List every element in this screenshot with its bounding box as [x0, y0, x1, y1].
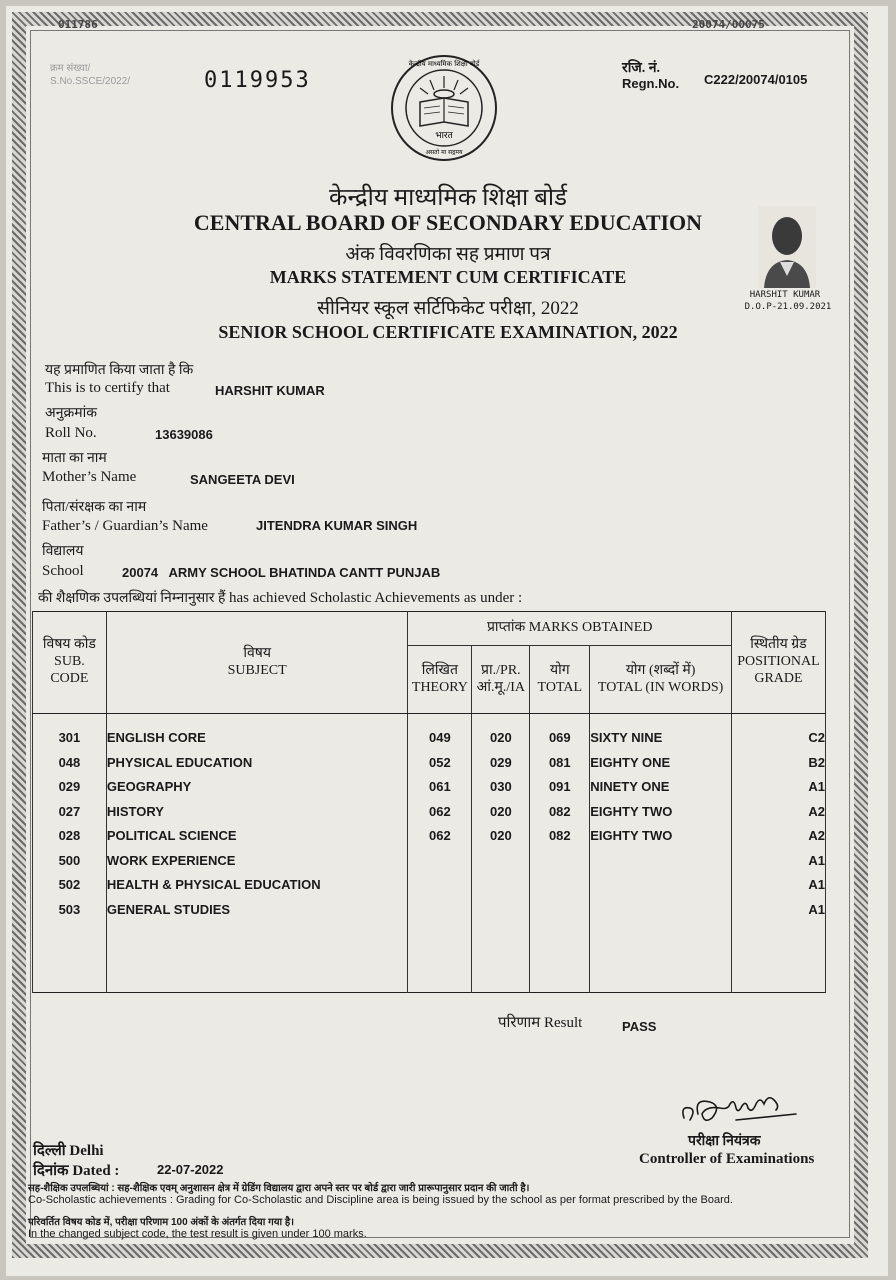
positional-grade: B2 — [808, 754, 825, 770]
date-value: 22-07-2022 — [157, 1162, 224, 1177]
practical-marks — [472, 873, 529, 898]
theory-marks — [408, 849, 471, 874]
subject-code: 502 — [58, 877, 81, 892]
subject-name: PHYSICAL EDUCATION — [106, 754, 253, 770]
words-header: योग (शब्दों में) TOTAL (IN WORDS) — [590, 646, 732, 714]
school-label-en: School — [42, 563, 84, 579]
words-column — [590, 714, 732, 993]
certify-label-en: This is to certify that — [45, 380, 170, 396]
subject-name: GEOGRAPHY — [106, 779, 192, 794]
note1-en: Co-Scholastic achievements : Grading for Co-Scholastic and Discipline area is being issued by the school as per format prescribed by the Board. — [28, 1194, 733, 1206]
roll-label-hi: अनुक्रमांक — [45, 406, 97, 421]
subject-code: 029 — [58, 779, 81, 794]
theory-marks — [408, 898, 471, 923]
total-marks: 091 — [548, 779, 571, 794]
subject-name: HEALTH & PHYSICAL EDUCATION — [106, 877, 321, 892]
roll-number: 13639086 — [155, 427, 213, 442]
serial-left: 011786 — [58, 18, 98, 31]
controller-signature — [676, 1084, 806, 1134]
practical-marks: 020 — [490, 828, 512, 843]
date-label: दिनांक Dated : — [33, 1163, 120, 1179]
school-label-hi: विद्यालय — [42, 544, 84, 559]
theory-marks: 061 — [429, 779, 451, 794]
certify-label-hi: यह प्रमाणित किया जाता है कि — [45, 363, 194, 378]
subject-name: POLITICAL SCIENCE — [106, 828, 237, 843]
student-photo — [758, 206, 816, 288]
svg-text:असतो मा सद्गमय: असतो मा सद्गमय — [425, 149, 463, 156]
total-in-words: NINETY ONE — [590, 779, 670, 794]
subject-name: ENGLISH CORE — [106, 730, 206, 745]
subject-code: 503 — [58, 901, 81, 917]
certificate-number: 0119953 — [204, 68, 311, 93]
subject-name: WORK EXPERIENCE — [106, 852, 236, 868]
total-marks: 081 — [548, 754, 571, 770]
subject-name: GENERAL STUDIES — [106, 901, 231, 917]
total-in-words: SIXTY NINE — [590, 730, 663, 745]
marks-table — [32, 611, 826, 993]
svg-text:केन्द्रीय माध्यमिक शिक्षा बोर्: केन्द्रीय माध्यमिक शिक्षा बोर्ड — [408, 60, 480, 68]
board-title-hi: केन्द्रीय माध्यमिक शिक्षा बोर्ड — [329, 185, 567, 211]
mother-label-hi: माता का नाम — [42, 451, 107, 466]
positional-grade: A1 — [808, 877, 825, 892]
total-in-words — [590, 898, 731, 923]
practical-marks — [472, 849, 529, 874]
faint-label-en: S.No.SSCE/2022/ — [50, 76, 131, 87]
photo-name: HARSHIT KUMAR — [749, 290, 821, 300]
cbse-logo — [388, 52, 500, 168]
practical-marks: 020 — [490, 730, 512, 745]
serial-right: 20074/00075 — [692, 18, 765, 31]
note2-hi: परिवर्तित विषय कोड में, परीक्षा परिणाम 100 अंकों के अंतर्गत दिया गया है। — [28, 1217, 294, 1228]
result-value: PASS — [622, 1019, 657, 1034]
code-column — [33, 714, 107, 993]
total-marks — [530, 873, 589, 898]
total-header: योग TOTAL — [530, 646, 590, 714]
regn-label-en: Regn.No. — [622, 76, 680, 91]
grade-column — [731, 714, 825, 993]
father-label-en: Father’s / Guardian’s Name — [42, 518, 208, 534]
subject-column — [106, 714, 408, 993]
practical-marks: 030 — [490, 779, 512, 794]
student-name: HARSHIT KUMAR — [215, 383, 325, 398]
total-marks — [530, 898, 589, 923]
practical-marks: 029 — [490, 754, 512, 770]
note1-hi: सह-शैक्षिक उपलब्धियां : सह-शैक्षिक एवम् अनुशासन क्षेत्र में ग्रेडिंग विद्यालय द्वारा अपने स्तर पर बोर्ड द्वारा जारी प्रारूपानुसार प्रदान की जाती है। — [28, 1183, 530, 1194]
photo-dop: D.O.P-21.09.2021 — [744, 302, 832, 312]
total-in-words: EIGHTY TWO — [590, 803, 673, 819]
subject-code: 048 — [58, 754, 81, 770]
total-marks: 082 — [548, 803, 571, 819]
subject-name: HISTORY — [106, 803, 164, 819]
positional-grade: A1 — [808, 901, 825, 917]
board-title-en: CENTRAL BOARD OF SECONDARY EDUCATION — [193, 210, 703, 235]
total-in-words — [590, 849, 731, 874]
subject-code: 027 — [58, 803, 81, 819]
subject-header: विषय SUBJECT — [106, 612, 408, 714]
doc-title-hi: अंक विवरणिका सह प्रमाण पत्र — [345, 244, 551, 265]
achievements-en: has achieved Scholastic Achievements as under : — [228, 590, 523, 606]
total-marks — [530, 849, 589, 874]
total-marks: 082 — [548, 828, 571, 843]
note2-en: In the changed subject code, the test result is given under 100 marks. — [28, 1228, 367, 1240]
total-marks: 069 — [548, 730, 571, 745]
subject-code: 500 — [58, 852, 81, 868]
regn-number: C222/20074/0105 — [704, 72, 808, 87]
grade-header: स्थितीय ग्रेड POSITIONAL GRADE — [731, 612, 825, 714]
positional-grade: A2 — [808, 803, 825, 819]
svg-text:भारत: भारत — [435, 131, 453, 141]
roll-label-en: Roll No. — [45, 425, 97, 441]
place-label: दिल्ली Delhi — [33, 1143, 104, 1159]
theory-marks: 052 — [429, 754, 451, 770]
achievements-hi: की शैक्षणिक उपलब्धियां निम्नानुसार हैं — [38, 591, 226, 606]
total-in-words: EIGHTY TWO — [590, 828, 673, 843]
theory-marks: 049 — [429, 730, 451, 745]
theory-marks — [408, 873, 471, 898]
marks-obtained-header: प्राप्तांक MARKS OBTAINED — [408, 612, 732, 646]
practical-marks — [472, 898, 529, 923]
exam-title-en: SENIOR SCHOOL CERTIFICATE EXAMINATION, 2022 — [218, 322, 678, 342]
practical-marks: 020 — [490, 803, 512, 819]
result-label: परिणाम Result — [498, 1015, 583, 1031]
practical-header: प्रा./PR. आं.मू./IA — [472, 646, 530, 714]
positional-grade: A1 — [808, 852, 825, 868]
theory-column — [408, 714, 472, 993]
mother-label-en: Mother’s Name — [42, 469, 137, 485]
father-label-hi: पिता/संरक्षक का नाम — [42, 500, 147, 515]
positional-grade: C2 — [808, 730, 825, 745]
total-column — [530, 714, 590, 993]
controller-title-en: Controller of Examinations — [639, 1151, 815, 1167]
mother-name: SANGEETA DEVI — [190, 472, 295, 487]
practical-column — [472, 714, 530, 993]
positional-grade: A1 — [808, 779, 825, 794]
theory-marks: 062 — [429, 828, 451, 843]
subject-code: 028 — [58, 828, 81, 843]
code-header: विषय कोड SUB. CODE — [33, 612, 107, 714]
total-in-words: EIGHTY ONE — [590, 754, 671, 770]
exam-title-hi: सीनियर स्कूल सर्टिफिकेट परीक्षा, 2022 — [317, 298, 579, 319]
doc-title-en: MARKS STATEMENT CUM CERTIFICATE — [269, 267, 627, 287]
controller-title-hi: परीक्षा नियंत्रक — [688, 1134, 761, 1149]
father-name: JITENDRA KUMAR SINGH — [256, 518, 418, 533]
school-name: 20074 ARMY SCHOOL BHATINDA CANTT PUNJAB — [122, 565, 441, 580]
subject-code: 301 — [58, 730, 81, 745]
theory-header: लिखित THEORY — [408, 646, 472, 714]
positional-grade: A2 — [808, 828, 825, 843]
regn-label-hi: रजि. नं. — [622, 61, 661, 76]
theory-marks: 062 — [429, 803, 451, 819]
faint-label-hi: क्रम संख्या/ — [50, 63, 91, 74]
achievements-line — [38, 588, 522, 607]
total-in-words — [590, 873, 731, 898]
